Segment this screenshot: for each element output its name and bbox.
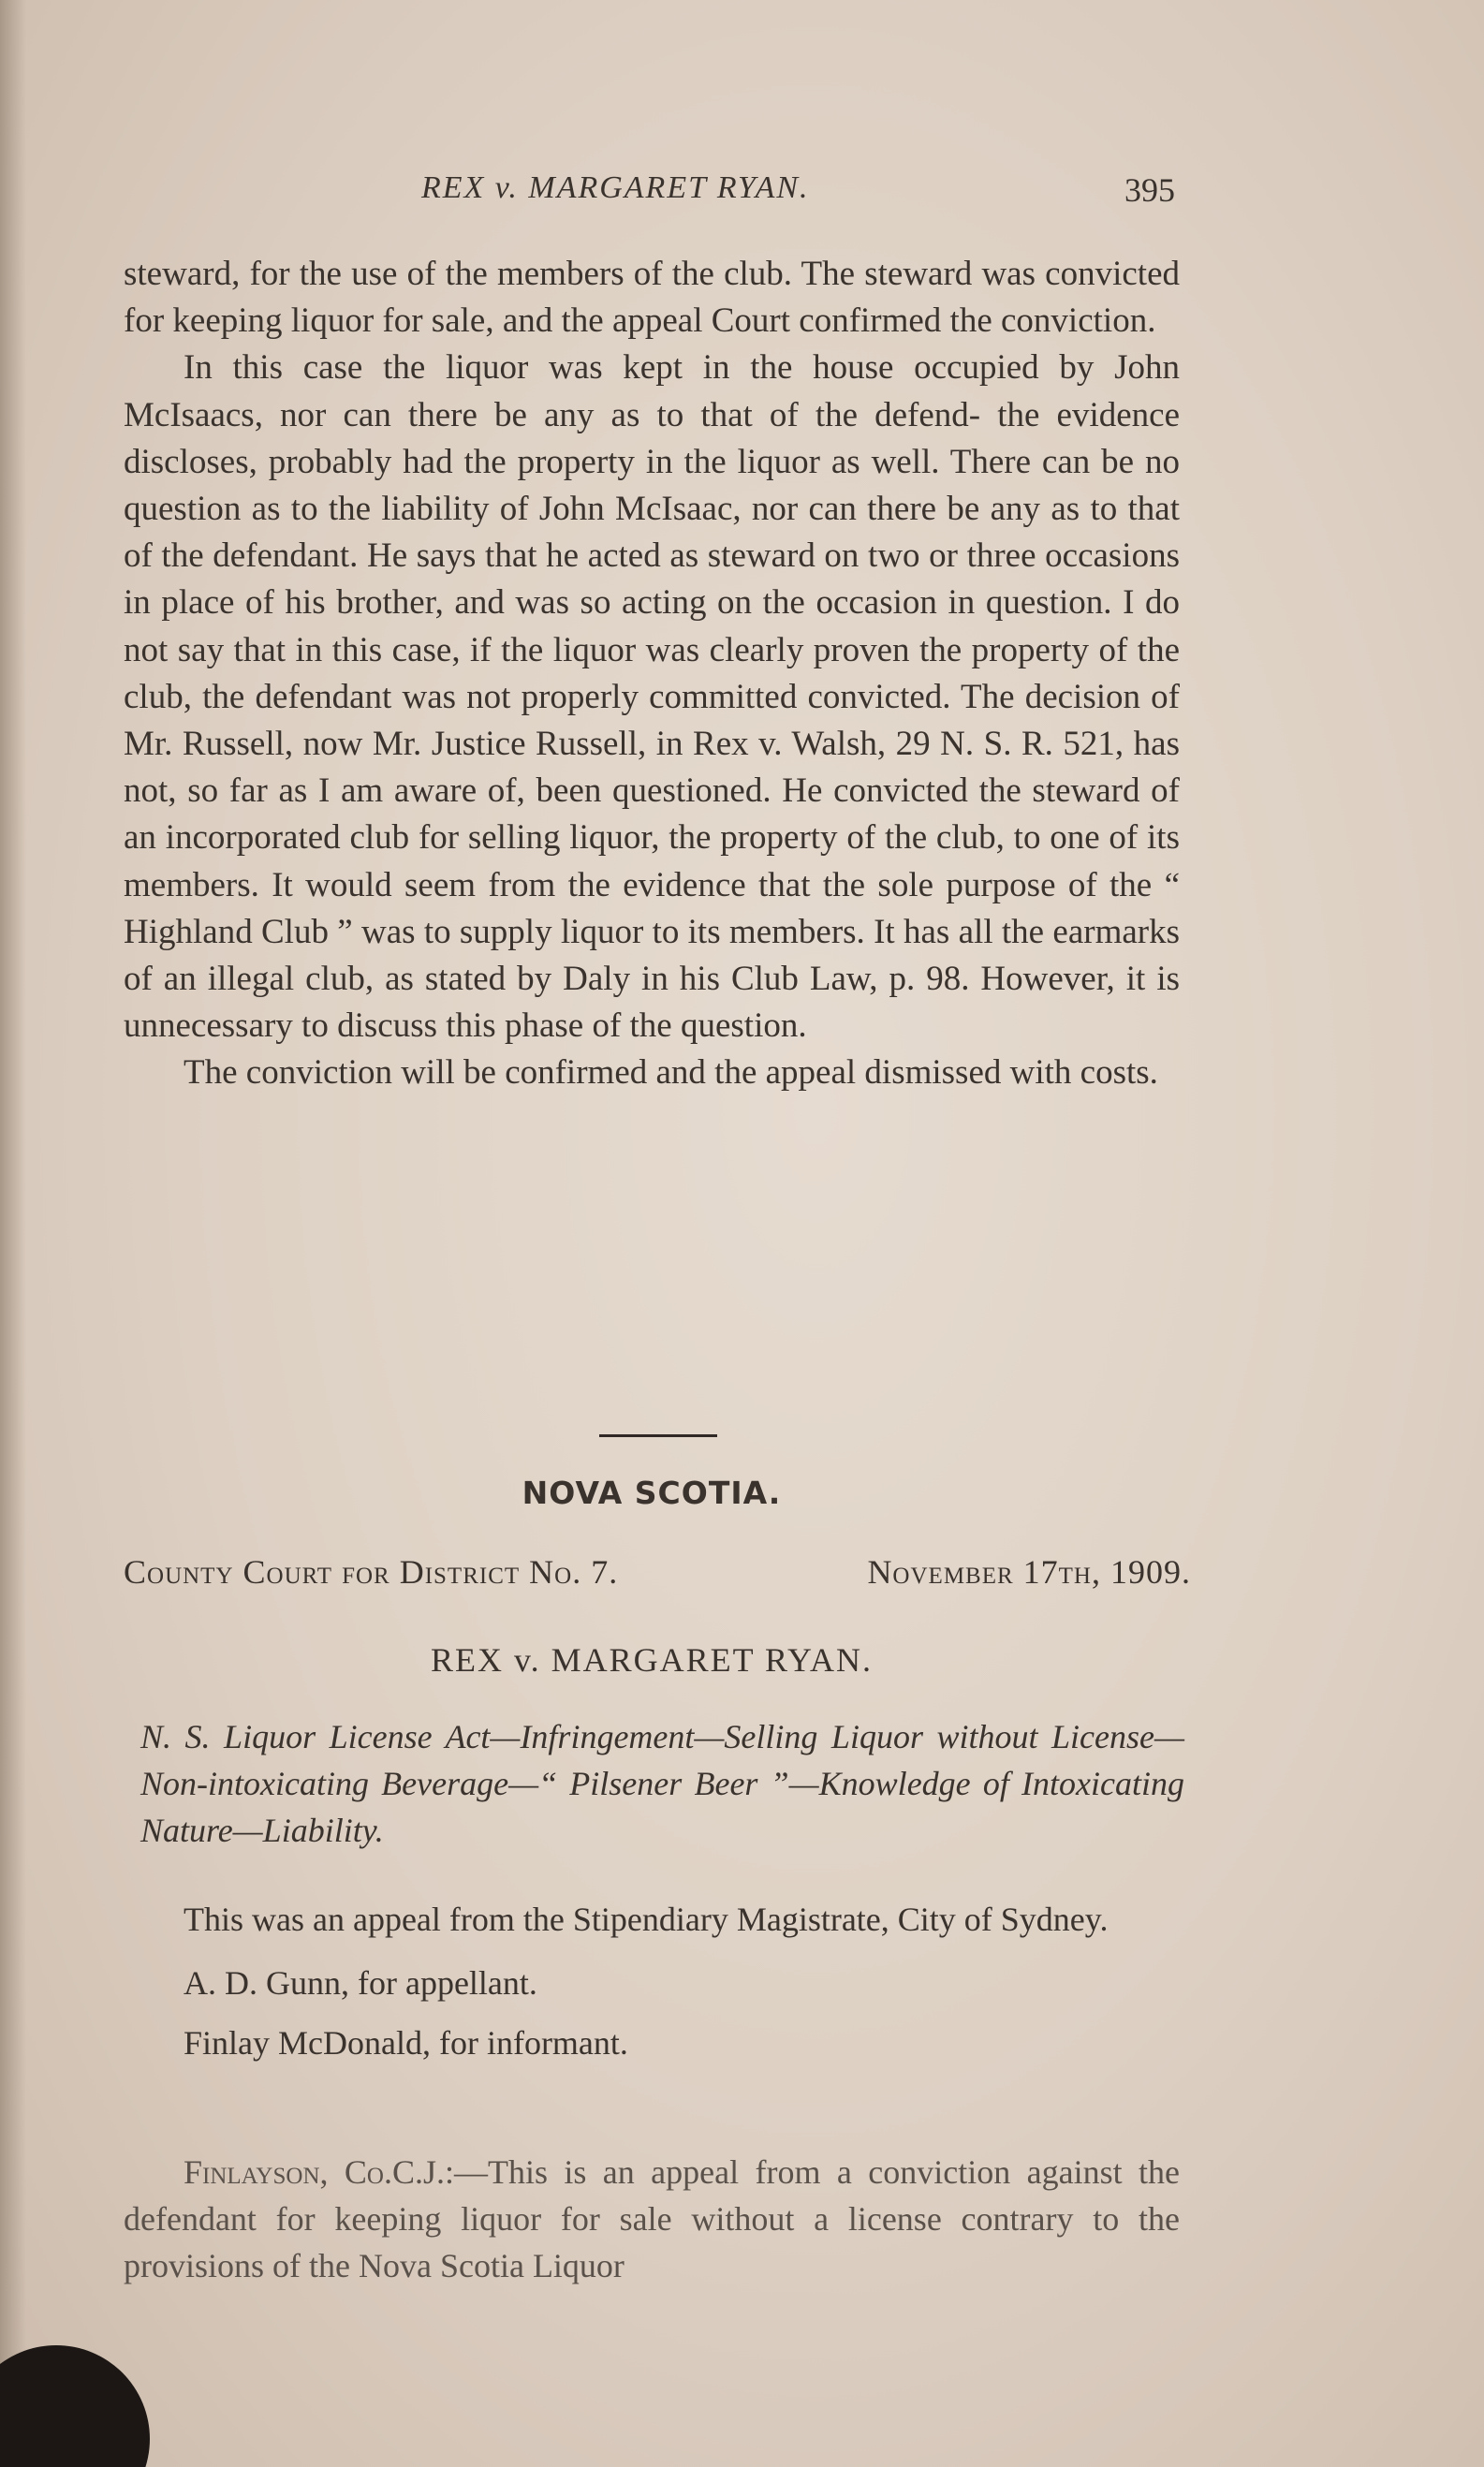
running-head: REX v. MARGARET RYAN. <box>421 170 810 205</box>
section-divider <box>599 1434 717 1437</box>
paragraph-continuation: steward, for the use of the members of the club. The steward was convicted for keeping liquor for sale, and the appeal Court confirmed the conviction. <box>124 255 1180 341</box>
decision-date: November 17th, 1909. <box>867 1553 1191 1591</box>
page-gutter-shadow <box>0 0 26 2467</box>
appeal-statement: This was an appeal from the Stipendiary Magistrate, City of Sydney. <box>184 1901 1109 1938</box>
judgment-paragraph <box>124 2149 1180 2289</box>
judgment <box>124 2149 1180 2289</box>
page-header <box>122 170 1175 227</box>
paragraph-conclusion: The conviction will be confirmed and the appeal dismissed with costs. <box>184 1053 1158 1093</box>
province-heading: NOVA SCOTIA. <box>522 1475 782 1511</box>
paragraph-analysis: In this case the liquor was kept in the house occupied by John McIsaacs, nor can there be any as to that of the defend- the evidence discloses, probably had the property in the liquor as well. There can be no question as to the liability of John McIsaac, nor can there be any as to that of the defendant. He says that he acted as steward on two or three occasions in place of his brother, and was so acting on the occasion in question. I do not say that in this case, if the liquor was clearly proven the property of the club, the defendant was not properly committed convicted. The decision of Mr. Russell, now Mr. Justice Russell, in Rex v. Walsh, 29 N. S. R. 521, has not, so far as I am aware of, been questioned. He convicted the steward of an incorporated club for selling liquor, the property of the club, to one of its members. It would seem from the evidence that the sole purpose of the “ Highland Club ” was to supply liquor to its members. It has all the earmarks of an illegal club, as stated by Daly in his Club Law, p. 98. However, it is unnecessary to discuss this phase of the question. <box>124 348 1180 1046</box>
judge-name: Finlayson, Co.C.J. <box>184 2153 445 2191</box>
case-statement <box>124 1896 1180 2066</box>
counsel-appellant: A. D. Gunn, for appellant. <box>184 1964 537 2002</box>
court-line <box>124 1552 1191 1592</box>
page-corner-shadow <box>0 2345 150 2467</box>
headnote: N. S. Liquor License Act—Infringement—Selling Liquor without License—Non-intoxicating Beverage—“ Pilsener Beer ”—Knowledge of Intoxicating Nature—Liability. <box>140 1718 1184 1849</box>
court-name: County Court for District No. 7. <box>124 1553 619 1591</box>
case-title: REX v. MARGARET RYAN. <box>430 1641 874 1679</box>
page-number: 395 <box>1124 171 1175 209</box>
main-text <box>124 251 1180 1097</box>
judgment-text: :—This is an appeal from a conviction against the defendant for keeping liquor for sale without a license contrary to the provisions of the Nova Scotia Liquor <box>124 2153 1180 2284</box>
counsel-informant: Finlay McDonald, for informant. <box>184 2024 628 2062</box>
